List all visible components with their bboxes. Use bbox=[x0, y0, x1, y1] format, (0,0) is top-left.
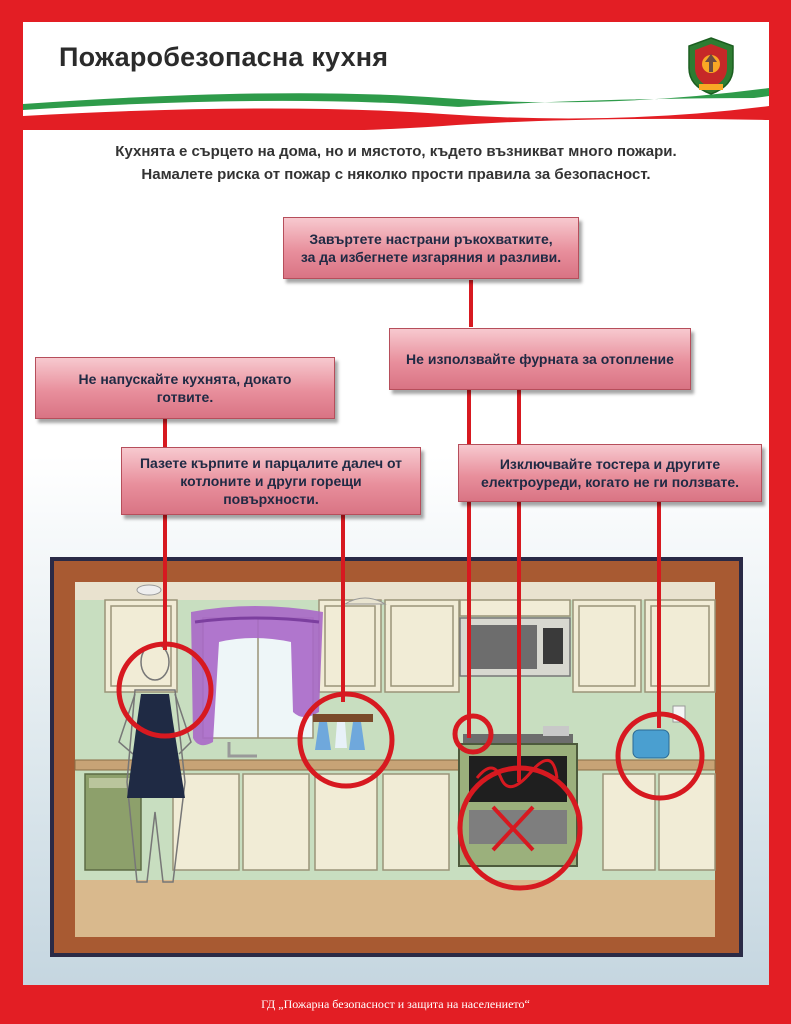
tip-stay-in-kitchen-text: Не напускайте кухнята, докато готвите. bbox=[78, 371, 292, 405]
tip-stay-in-kitchen bbox=[35, 357, 335, 419]
smoke-detector bbox=[137, 585, 161, 595]
tip-oven-heating-text: Не използвайте фурната за отопление bbox=[406, 351, 674, 367]
intro-line-1: Кухнята е сърцето на дома, но и мястото, където възникват много пожари. bbox=[115, 143, 677, 160]
page-title: Пожаробезопасна кухня bbox=[59, 42, 389, 72]
tip-towels-away bbox=[121, 447, 421, 515]
tip-unplug-appliances-text: Изключвайте тостера и другите електроуреди, когато не ги ползвате. bbox=[480, 456, 740, 490]
tip-turn-handles bbox=[283, 217, 579, 279]
footer-credit: ГД „Пожарна безопасност и защита на населението“ bbox=[261, 997, 530, 1011]
microwave bbox=[460, 618, 570, 676]
intro-line-2: Намалете риска от пожар с няколко прости правила за безопасност. bbox=[141, 166, 651, 183]
kitchen-floor bbox=[75, 880, 715, 937]
poster-panel bbox=[23, 22, 769, 985]
tip-towels-away-text: Пазете кърпите и парцалите далеч от котлоните и други горещи повърхности. bbox=[139, 455, 403, 507]
tip-turn-handles-text: Завъртете настрани ръкохватките, за да избегнете изгаряния и разливи. bbox=[300, 231, 562, 265]
tip-oven-heating bbox=[389, 328, 691, 390]
tip-unplug-appliances bbox=[458, 444, 762, 502]
